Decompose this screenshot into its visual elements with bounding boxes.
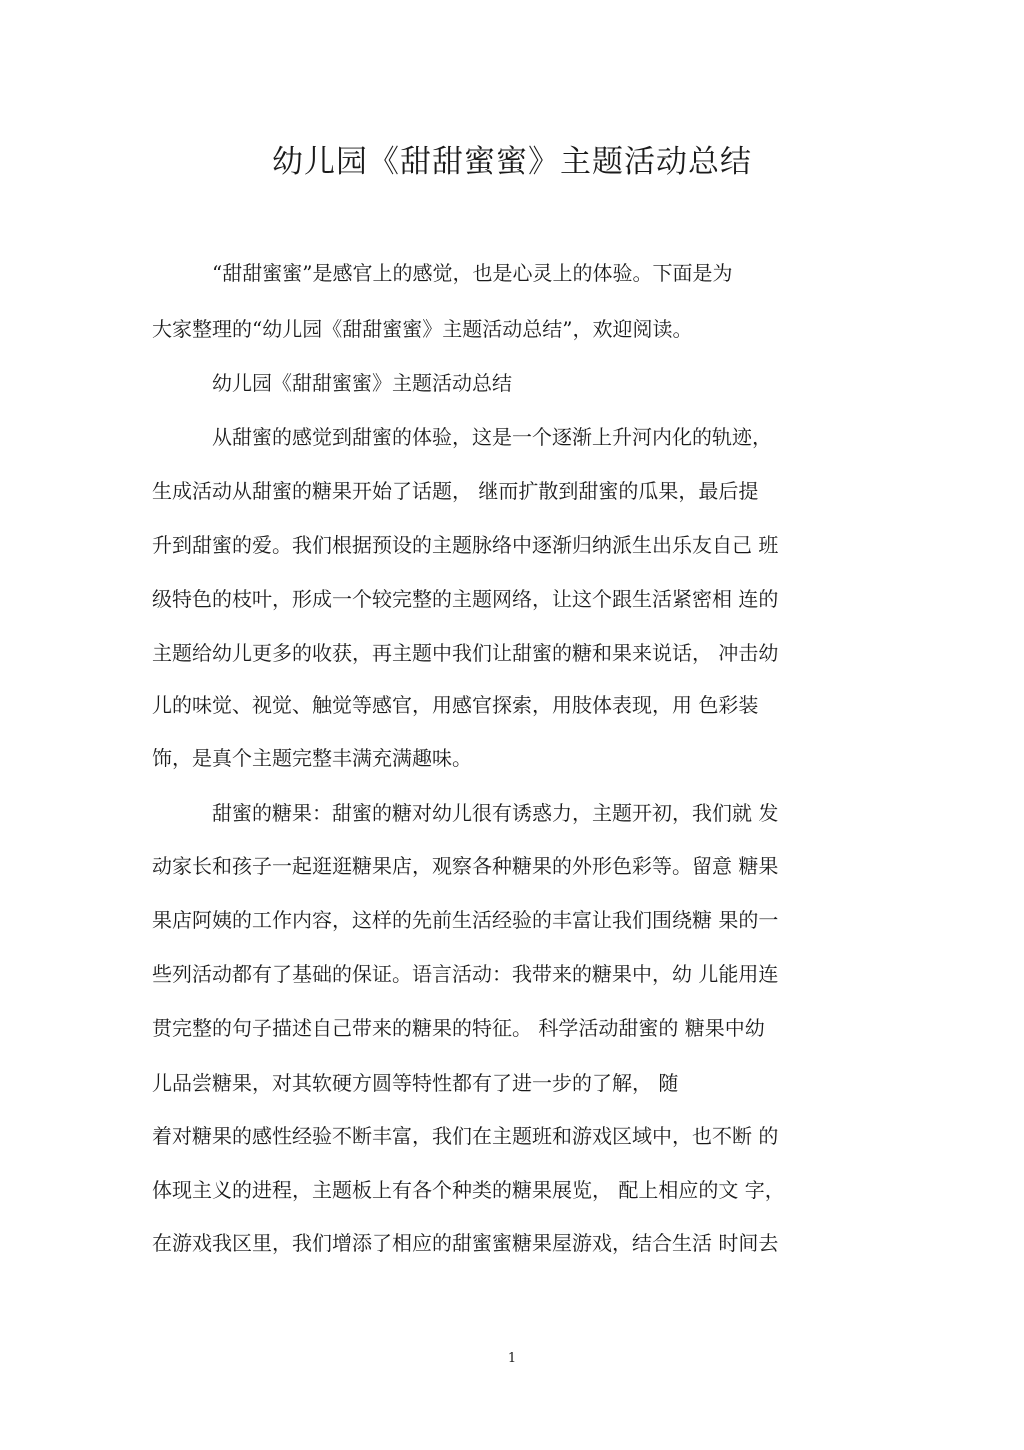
text-line-15: 贯完整的句子描述自己带来的糖果的特征。 科学活动甜蜜的 糖果中幼 <box>152 1016 765 1040</box>
text-line-6: 升到甜蜜的爱。我们根据预设的主题脉络中逐渐归纳派生出乐友自己 班 <box>152 533 779 557</box>
page-number: 1 <box>507 1351 517 1366</box>
text-line-10: 饰，是真个主题完整丰满充满趣味。 <box>152 746 472 770</box>
text-line-2: 大家整理的“幼儿园《甜甜蜜蜜》主题活动总结”，欢迎阅读。 <box>152 317 693 341</box>
text-line-8: 主题给幼儿更多的收获，再主题中我们让甜蜜的糖和果来说话， 冲击幼 <box>152 641 779 665</box>
text-line-13: 果店阿姨的工作内容，这样的先前生活经验的丰富让我们围绕糖 果的一 <box>152 908 779 932</box>
text-line-4: 从甜蜜的感觉到甜蜜的体验，这是一个逐渐上升河内化的轨迹， <box>212 425 772 449</box>
text-line-12: 动家长和孩子一起逛逛糖果店，观察各种糖果的外形色彩等。留意 糖果 <box>152 854 779 878</box>
text-line-11: 甜蜜的糖果：甜蜜的糖对幼儿很有诱惑力，主题开初，我们就 发 <box>212 801 779 825</box>
text-line-16: 儿品尝糖果，对其软硬方圆等特性都有了进一步的了解， 随 <box>152 1071 679 1095</box>
text-line-7: 级特色的枝叶，形成一个较完整的主题网络，让这个跟生活紧密相 连的 <box>152 587 779 611</box>
text-line-14: 些列活动都有了基础的保证。语言活动：我带来的糖果中，幼 儿能用连 <box>152 962 779 986</box>
document-title: 幼儿园《甜甜蜜蜜》主题活动总结 <box>272 144 752 180</box>
text-line-5: 生成活动从甜蜜的糖果开始了话题， 继而扩散到甜蜜的瓜果，最后提 <box>152 479 759 503</box>
section-heading: 幼儿园《甜甜蜜蜜》主题活动总结 <box>212 371 512 395</box>
text-line-17: 着对糖果的感性经验不断丰富，我们在主题班和游戏区域中，也不断 的 <box>152 1124 779 1148</box>
text-line-18: 体现主义的进程，主题板上有各个种类的糖果展览， 配上相应的文 字， <box>152 1178 785 1202</box>
text-line-1: “甜甜蜜蜜”是感官上的感觉，也是心灵上的体验。下面是为 <box>212 261 733 285</box>
text-line-19: 在游戏我区里，我们增添了相应的甜蜜蜜糖果屋游戏，结合生活 时间去 <box>152 1231 779 1255</box>
text-line-9: 儿的味觉、视觉、触觉等感官，用感官探索，用肢体表现，用 色彩装 <box>152 693 759 717</box>
